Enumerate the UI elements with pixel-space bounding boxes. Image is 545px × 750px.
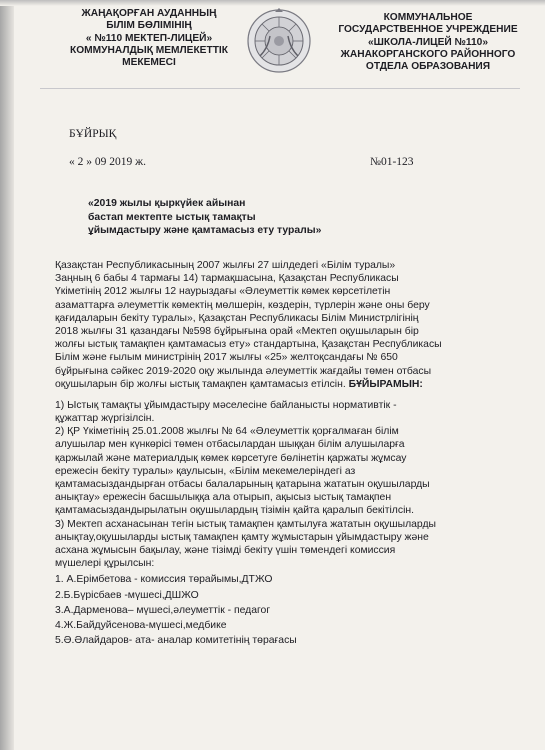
preamble-last-line	[55, 378, 525, 391]
preamble-line: 2018 жылғы 31 қазандағы №598 бұйрығына орай «Мектеп оқушыларын бір	[55, 325, 419, 337]
order-item-1	[55, 399, 525, 425]
header-left-line: КОММУНАЛДЫҚ МЕМЛЕКЕТТІК	[70, 44, 228, 56]
item-line: 1) Ыстық тамақты ұйымдастыру мәселесіне байланысты нормативтік -	[55, 399, 397, 411]
item-line: анықтау,оқушыларды ыстық тамақпен қамту жұмыстарын ұйымдастыру және	[55, 531, 429, 543]
item-line: анықтау» ережесін басшылыққа ала отырып, ақысыз ыстық тамақпен	[55, 492, 392, 504]
item-line: құжаттар жүргізілсін.	[55, 413, 155, 425]
item-line: алушылар мен күнкөрісі төмен отбасылардан шыққан білім алушыларға	[55, 439, 405, 451]
commission-member: 2.Б.Бүрісбаев -мүшесі,ДШЖО	[55, 589, 199, 601]
header-left-line: « №110 МЕКТЕП-ЛИЦЕЙ»	[85, 32, 213, 44]
order-title	[88, 197, 358, 238]
title-line: «2019 жылы қыркүйек айынан	[88, 198, 246, 209]
commission-member: 5.Ә.Әлайдаров- ата- аналар комитетінің төрағасы	[55, 635, 297, 647]
order-item-2	[55, 425, 525, 517]
header-right-line: «ШКОЛА-ЛИЦЕЙ №110»	[367, 36, 488, 48]
header-left-line: БІЛІМ БӨЛІМІНІҢ	[106, 20, 192, 32]
header-divider	[40, 88, 520, 89]
preamble-last-text: оқушыларын бір жолғы ыстық тамақпен қамтамасыз етілсін.	[55, 378, 349, 390]
commission-member: 4.Ж.Байдуйсенова-мүшесі,медбике	[55, 619, 227, 631]
preamble-line: қағидаларын бекіту туралы», Қазақстан Республикасы Білім Министрлігінің	[55, 312, 419, 324]
preamble-line: жолғы ыстық тамақпен қамтамасыз ету» стандартына, Қазақстан Республикасы	[55, 339, 442, 351]
preamble-line: азаматтарға әлеуметтік көмектің мөлшерін, көздерін, түрлерін және оны беру	[55, 299, 430, 311]
header-right-line: ЖАНАКОРГАНСКОГО РАЙОННОГО	[340, 48, 516, 60]
scan-shadow-left	[0, 0, 14, 750]
commission-member: 3.А.Дарменова– мүшесі,әлеуметтік - педагог	[55, 604, 271, 616]
item-line: 3) Мектеп асханасынан тегін ыстық тамақпен қамтылуға жататын оқушыларды	[55, 518, 437, 530]
preamble-line: бұйрығына сәйкес 2019-2020 оқу жылында әлеуметтік жағдайы төмен отбасы	[55, 365, 432, 377]
header-right-russian	[312, 12, 544, 73]
item-line: ережесін бекіту туралы» қаулысын, «Білім мекемелеріндегі аз	[55, 465, 356, 477]
preamble	[55, 259, 525, 391]
header-right-line: ГОСУДАРСТВЕННОЕ УЧРЕЖДЕНИЕ	[338, 24, 518, 36]
item-line: мүшелері құрылсын:	[55, 558, 155, 570]
header-left-kazakh	[40, 8, 258, 69]
item-line: қамтамасыздандырылатын оқушылардың тізімін қайта қаралып бекітілсін.	[55, 505, 415, 517]
order-keyword: БҰЙЫРАМЫН:	[348, 378, 423, 390]
header-right-line: КОММУНАЛЬНОЕ	[383, 12, 473, 23]
title-line: бастап мектепте ыстық тамақты	[88, 211, 256, 223]
title-line: ұйымдастыру және қамтамасыз ету туралы»	[88, 225, 322, 236]
preamble-line: Үкіметінің 2012 жылғы 12 наурыздағы «Әлеуметтік көмек көрсетілетін	[55, 286, 391, 298]
header-left-line: МЕКЕМЕСІ	[122, 57, 176, 69]
item-line: 2) ҚР Үкіметінің 25.01.2008 жылғы № 64 «Әлеуметтік қорғалмаған білім	[55, 426, 399, 438]
order-number: №01-123	[370, 156, 414, 168]
preamble-line: Білім және ғылым министрінің 2017 жылғы «25» желтоқсандағы № 650	[55, 352, 398, 364]
order-word: БҰЙРЫҚ	[69, 128, 117, 140]
header-left-line: ЖАҢАҚОРҒАН АУДАННЫҢ	[81, 8, 217, 19]
preamble-line: Заңның 6 бабы 4 тармағы 14) тармақшасына, Қазақстан Республикасы	[55, 273, 399, 285]
commission-members-list	[55, 572, 525, 648]
item-line: асхана жұмысын бақылау, және тізімді бекіту үшін төмендегі комиссия	[55, 544, 396, 556]
preamble-line: Қазақстан Республикасының 2007 жылғы 27 шілдедегі «Білім туралы»	[55, 260, 396, 271]
order-body	[55, 259, 525, 648]
scan-shadow-top	[0, 0, 545, 6]
header-right-line: ОТДЕЛА ОБРАЗОВАНИЯ	[365, 61, 491, 73]
commission-member: 1. А.Ерімбетова - комиссия төрайымы,ДТЖО	[55, 574, 273, 586]
order-date: « 2 » 09 2019 ж.	[69, 156, 146, 168]
kazakhstan-state-emblem-icon	[246, 8, 312, 74]
item-line: қамтамасыздандырған отбасы балаларының қатарына жататын оқушыларды	[55, 479, 430, 490]
item-line: қаржылай және материалдық көмек көрсетуге бөлінетін қаржаты жұмсау	[55, 452, 407, 464]
order-item-3	[55, 518, 525, 571]
